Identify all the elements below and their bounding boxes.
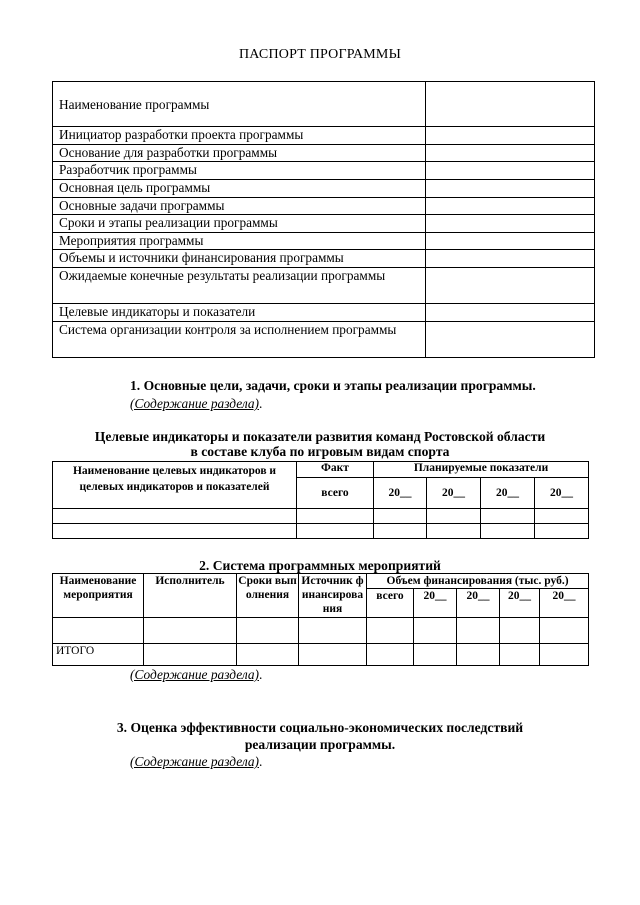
- measures-cell[interactable]: [414, 644, 457, 666]
- indicators-col-planned: Планируемые показатели: [374, 462, 589, 478]
- indicators-table: [52, 461, 589, 539]
- measures-table: [52, 573, 589, 666]
- indicators-cell[interactable]: [53, 509, 297, 524]
- measures-cell[interactable]: [144, 618, 237, 644]
- passport-row-value[interactable]: [426, 233, 595, 250]
- passport-row-label: Мероприятия программы: [53, 233, 426, 250]
- indicators-year: 20__: [535, 478, 589, 509]
- indicators-year: 20__: [481, 478, 535, 509]
- measures-year: 20__: [500, 589, 540, 618]
- measures-cell[interactable]: [457, 618, 500, 644]
- indicators-year: 20__: [374, 478, 427, 509]
- indicators-year: 20__: [427, 478, 481, 509]
- measures-cell[interactable]: [299, 618, 367, 644]
- passport-row-value[interactable]: [426, 215, 595, 233]
- content-link[interactable]: (Содержание раздела): [130, 667, 259, 682]
- indicators-cell[interactable]: [481, 524, 535, 539]
- indicators-cell[interactable]: [297, 524, 374, 539]
- passport-row-value[interactable]: [426, 82, 595, 127]
- passport-row-label: Разработчик программы: [53, 162, 426, 180]
- indicators-cell[interactable]: [481, 509, 535, 524]
- passport-row-label: Целевые индикаторы и показатели: [53, 304, 426, 322]
- page-title: ПАСПОРТ ПРОГРАММЫ: [239, 47, 401, 62]
- passport-row-label: Основная цель программы: [53, 180, 426, 198]
- measures-cell[interactable]: [237, 618, 299, 644]
- measures-year: 20__: [540, 589, 589, 618]
- measures-cell[interactable]: [540, 644, 589, 666]
- content-dot: .: [259, 396, 263, 411]
- passport-row-label: Ожидаемые конечные результаты реализации программы: [53, 268, 426, 304]
- measures-cell[interactable]: [53, 618, 144, 644]
- passport-table: [52, 81, 595, 358]
- passport-row-value[interactable]: [426, 145, 595, 162]
- measures-col-terms: Сроки выполнения: [237, 574, 299, 618]
- measures-cell[interactable]: [540, 618, 589, 644]
- passport-row-label: Основные задачи программы: [53, 198, 426, 215]
- section-1-content-placeholder[interactable]: [130, 396, 262, 412]
- section-3-heading-line1: 3. Оценка эффективности социально-экономических последствий: [116, 720, 524, 735]
- measures-cell[interactable]: [237, 644, 299, 666]
- indicators-cell[interactable]: [374, 524, 427, 539]
- section-3-heading-line2: реализации программы.: [244, 737, 396, 752]
- indicators-cell[interactable]: [427, 509, 481, 524]
- content-dot: .: [259, 754, 263, 769]
- passport-row-label: Инициатор разработки проекта программы: [53, 127, 426, 145]
- content-link[interactable]: (Содержание раздела): [130, 754, 259, 769]
- content-link[interactable]: (Содержание раздела): [130, 396, 259, 411]
- indicators-cell[interactable]: [53, 524, 297, 539]
- section-2-heading: 2. Система программных мероприятий: [199, 558, 441, 573]
- measures-cell[interactable]: [500, 644, 540, 666]
- indicators-cell[interactable]: [535, 524, 589, 539]
- measures-col-funding: Объем финансирования (тыс. руб.): [367, 574, 589, 589]
- passport-row-label: Основание для разработки программы: [53, 145, 426, 162]
- passport-row-value[interactable]: [426, 127, 595, 145]
- measures-sub-total: всего: [367, 589, 414, 618]
- passport-row-value[interactable]: [426, 268, 595, 304]
- indicators-sub-total: всего: [297, 478, 374, 509]
- content-dot: .: [259, 667, 263, 682]
- passport-row-value[interactable]: [426, 322, 595, 358]
- section-1-heading: 1. Основные цели, задачи, сроки и этапы реализации программы.: [130, 378, 536, 393]
- measures-total-label: ИТОГО: [53, 644, 144, 666]
- section-3-content-placeholder[interactable]: [130, 754, 262, 770]
- measures-cell[interactable]: [367, 618, 414, 644]
- indicators-caption-line2: в составе клуба по игровым видам спорта: [190, 444, 450, 459]
- measures-col-source: Источник финансирования: [299, 574, 367, 618]
- measures-cell[interactable]: [414, 618, 457, 644]
- passport-row-label: Сроки и этапы реализации программы: [53, 215, 426, 233]
- indicators-cell[interactable]: [374, 509, 427, 524]
- section-2-content-placeholder[interactable]: [130, 667, 262, 683]
- indicators-caption-line1: Целевые индикаторы и показатели развития команд Ростовской области: [94, 429, 546, 444]
- indicators-cell[interactable]: [535, 509, 589, 524]
- passport-row-value[interactable]: [426, 162, 595, 180]
- measures-year: 20__: [414, 589, 457, 618]
- passport-row-value[interactable]: [426, 180, 595, 198]
- indicators-cell[interactable]: [427, 524, 481, 539]
- passport-row-value[interactable]: [426, 198, 595, 215]
- passport-row-label: Наименование программы: [53, 82, 426, 127]
- measures-year: 20__: [457, 589, 500, 618]
- measures-cell[interactable]: [367, 644, 414, 666]
- measures-col-name: Наименование мероприятия: [53, 574, 144, 618]
- measures-col-executor: Исполнитель: [144, 574, 237, 618]
- indicators-cell[interactable]: [297, 509, 374, 524]
- indicators-col-fact: Факт: [297, 462, 374, 478]
- measures-cell[interactable]: [457, 644, 500, 666]
- indicators-col-name: Наименование целевых индикаторов и целевых индикаторов и показателей: [53, 462, 297, 509]
- passport-row-label: Система организации контроля за исполнением программы: [53, 322, 426, 358]
- measures-cell[interactable]: [500, 618, 540, 644]
- passport-row-label: Объемы и источники финансирования программы: [53, 250, 426, 268]
- passport-row-value[interactable]: [426, 304, 595, 322]
- measures-cell[interactable]: [144, 644, 237, 666]
- passport-row-value[interactable]: [426, 250, 595, 268]
- measures-cell[interactable]: [299, 644, 367, 666]
